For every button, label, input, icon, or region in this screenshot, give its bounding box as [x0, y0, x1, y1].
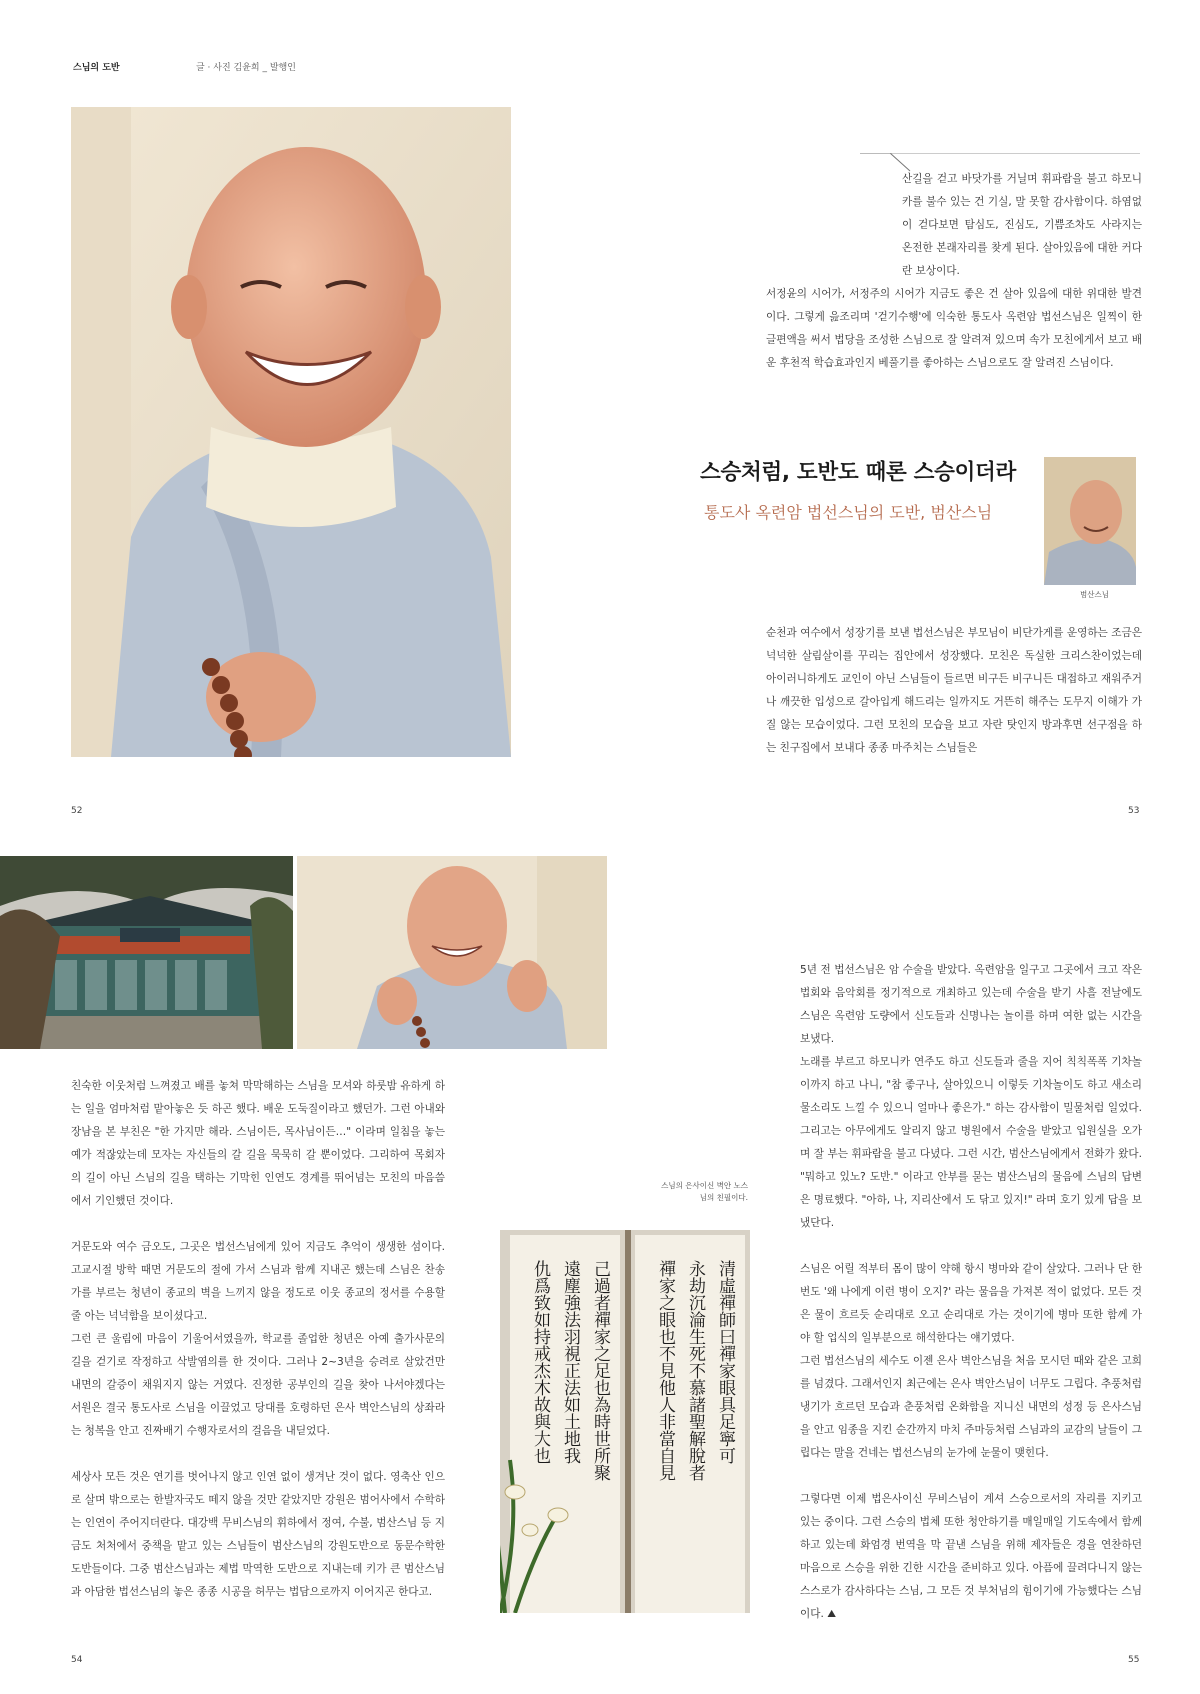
portrait-caption: 범산스님 — [1080, 590, 1109, 599]
byline: 글 · 사진 김윤희 _ 발행인 — [196, 63, 296, 73]
page-54-paragraph-3: 그런 큰 울림에 마음이 기울어서였을까, 학교를 졸업한 청년은 아예 출가사문의 길을 걷기로 작정하고 삭발염의를 한 것이다. 그러나 2~3년을 승려로 살았건만 내면의 갈증이 채워지지 않는 거였다. 진정한 공부인의 길을 찾아 나서야겠다는 서원은 결국 통도사로 스님을 이끌었고 당대를 호령하던 은사 벽안스님의 상좌라는 청복을 안고 진짜배기 수행자로서의 걸음을 내딛었다. — [71, 1333, 445, 1437]
intro-text — [766, 168, 1142, 375]
page-55-text — [800, 959, 1142, 1626]
page-55-paragraph-1: 5년 전 법선스님은 암 수술을 받았다. 옥련암을 일구고 그곳에서 크고 작은 법회와 음악회를 정기적으로 개최하고 있는데 수술을 받기 사흘 전날에도 스님은 옥련암 도량에서 신도들과 신명나는 놀이를 하며 여한 없는 시간을 보냈다. — [800, 964, 1142, 1045]
temple-photo — [0, 856, 293, 1049]
monk-portrait-photo — [71, 107, 511, 757]
calligraphy-line-6: 仇爲致如持戒杰木故與大也 — [530, 1260, 550, 1464]
calligraphy-caption: 스님의 은사이신 벽안 노스님의 친필이다. — [661, 1181, 748, 1202]
monk-thumbs-up-photo — [297, 856, 607, 1049]
page-number-52: 52 — [71, 806, 83, 816]
page-55-paragraph-4: 그런 법선스님의 세수도 이젠 은사 벽안스님을 처음 모시던 때와 같은 고희를 넘겼다. 그래서인지 최근에는 은사 벽안스님이 너무도 그립다. 추풍처럼 냉기가 흐르던 모습과 춘풍처럼 온화함을 지니신 내면의 성정 등 은사스님을 안고 임종을 지킨 순간까지 마치 주마등처럼 스님과의 교감의 날들이 그립다는 말을 건네는 법선스님의 눈가에 눈물이 맺힌다. — [800, 1355, 1142, 1459]
page-53-text — [766, 622, 1142, 760]
page-55-paragraph-5: 그렇다면 이제 법은사이신 무비스님이 계셔 스승으로서의 자리를 지키고 있는 중이다. 그런 스승의 법체 또한 청안하기를 매일매일 기도속에서 함께 하고 있는데 화엄경 번역을 막 끝낸 스님을 위해 제자들은 경을 연찬하던 마음으로 스승을 위한 긴한 시간을 준비하고 있다. 아픔에 끌려다니지 않는 스스로가 감사하다는 스님, 그 모든 것 부처님의 힘이기에 가능했다는 스님이다. ⛰ — [800, 1493, 1142, 1620]
article-subtitle: 통도사 옥련암 법선스님의 도반, 범산스님 — [704, 503, 993, 522]
page-number-55: 55 — [1128, 1655, 1140, 1665]
page-55-paragraph-2: 노래를 부르고 하모니카 연주도 하고 신도들과 줄을 지어 칙칙폭폭 기차놀이까지 하고 나니, "참 좋구나, 살아있으니 이렇듯 기차놀이도 하고 새소리 물소리도 느낄 수 있으니 얼마나 좋은가." 하는 감사함이 밀물처럼 일었다. 그리고는 아무에게도 알리지 않고 병원에서 수술을 받았고 입원실을 오가며 잘 부는 휘파람을 불고 다녔다. 그런 시간, 범산스님에게서 전화가 왔다. "뭐하고 있노? 도반." 이라고 안부를 묻는 범산스님의 물음에 스님의 답변은 명료했다. "아하, 나, 지리산에서 도 닦고 있지!" 라며 호기 있게 답을 보냈단다. — [800, 1056, 1142, 1229]
page-54-paragraph-1: 친숙한 이웃처럼 느껴졌고 배를 놓쳐 막막해하는 스님을 모셔와 하룻밤 유하게 하는 일을 엄마처럼 맡아놓은 듯 하곤 했다. 배운 도둑질이라고 했던가. 그런 아내와 장남을 본 부친은 "한 가지만 해라. 스님이든, 목사님이든…" 이라며 일침을 놓는 예가 적잖았는데 모자는 자신들의 갈 길을 묵묵히 갈 뿐이었다. 그리하여 목회자의 길이 아닌 스님의 길을 택하는 기막힌 인연도 경계를 뛰어넘는 모친의 마음씀에서 기인했던 것이다. — [71, 1080, 445, 1207]
page-54-text — [71, 1075, 445, 1604]
calligraphy-line-4: 己過者禪家之足也為時世所聚 — [590, 1260, 610, 1481]
calligraphy-photo — [500, 1230, 750, 1613]
page-number-54: 54 — [71, 1655, 83, 1665]
article-title: 스승처럼, 도반도 때론 스승이더라 — [700, 460, 1016, 485]
calligraphy-line-1: 清虛禪師曰禪家眼具足寧可 — [715, 1260, 735, 1464]
page-55-paragraph-3: 스님은 어릴 적부터 몸이 많이 약해 항시 병마와 같이 살았다. 그러나 단 한번도 '왜 나에게 이런 병이 오지?' 라는 물음을 가져본 적이 없었다. 모든 것은 물이 흐르듯 순리대로 오고 순리대로 가는 것이기에 병마 또한 함께 가야 할 업식의 일부분으로 해석한다는 얘기였다. — [800, 1263, 1142, 1344]
page-number-53: 53 — [1128, 806, 1140, 816]
page-54-paragraph-2: 거문도와 여수 금오도, 그곳은 법선스님에게 있어 지금도 추억이 생생한 섬이다. 고교시절 방학 때면 거문도의 절에 가서 스님과 함께 지내곤 했는데 스님은 찬송가를 부르는 청년이 종교의 벽을 느끼지 않을 정도로 이웃 종교의 정서를 수용할 줄 아는 넉넉함을 보이셨다고. — [71, 1241, 445, 1322]
calligraphy-line-5: 遠塵強法羽視正法如土地我 — [560, 1260, 580, 1464]
intro-paragraph-2: 서정윤의 시어가, 서정주의 시어가 지금도 좋은 건 살아 있음에 대한 위대한 발견이다. 그렇게 읊조리며 '걷기수행'에 익숙한 통도사 옥련암 법선스님은 일찍이 한글편액을 써서 법당을 조성한 스님으로 잘 알려져 있으며 속가 모친에게서 보고 배운 후천적 학습효과인지 베풀기를 좋아하는 스님으로도 잘 알려진 스님이다. — [766, 288, 1142, 369]
page-54-paragraph-4: 세상사 모든 것은 연기를 벗어나지 않고 인연 없이 생겨난 것이 없다. 영축산 인으로 살며 밖으로는 한발자국도 떼지 않을 것만 같았지만 강원은 범어사에서 수학하는 인연이 주어지더란다. 대강백 무비스님의 휘하에서 정여, 수불, 범산스님 등 지금도 처처에서 중책을 맡고 있는 스님들이 범산스님의 강원도반으로 동문수학한 도반들이다. 그중 범산스님과는 제법 막역한 도반으로 지내는데 키가 큰 범산스님과 아담한 법선스님의 놓은 종종 시공을 허무는 법담으로까지 이어지곤 한다고. — [71, 1471, 445, 1598]
beomsan-portrait-photo — [1044, 457, 1136, 585]
intro-paragraph-1: 산길을 걷고 바닷가를 거닐며 휘파람을 불고 하모니카를 불수 있는 건 기실, 말 못할 감사함이다. 하염없이 걷다보면 탐심도, 진심도, 기쁨조차도 사라지는 온전한 본래자리를 찾게 된다. 살아있음에 대한 커다란 보상이다. — [902, 173, 1142, 277]
section-label: 스님의 도반 — [73, 63, 120, 73]
calligraphy-line-3: 禪家之眼也不見他人非當自見 — [655, 1260, 675, 1481]
page-53-paragraph: 순천과 여수에서 성장기를 보낸 법선스님은 부모님이 비단가게를 운영하는 조금은 넉넉한 살림살이를 꾸리는 집안에서 성장했다. 모친은 독실한 크리스찬이었는데 아이러니하게도 교인이 아닌 스님들이 들르면 비구든 비구니든 대접하고 재워주거나 깨끗한 입성으로 갈아입게 해드리는 일까지도 거뜬히 해주는 도무지 이해가 가질 않는 모습이었다. 그런 모친의 모습을 보고 자란 탓인지 방과후면 선구점을 하는 친구집에서 보내다 종종 마주치는 스님들은 — [766, 627, 1142, 754]
calligraphy-line-2: 永劫沉淪生死不慕諸聖解脫者 — [685, 1260, 705, 1481]
